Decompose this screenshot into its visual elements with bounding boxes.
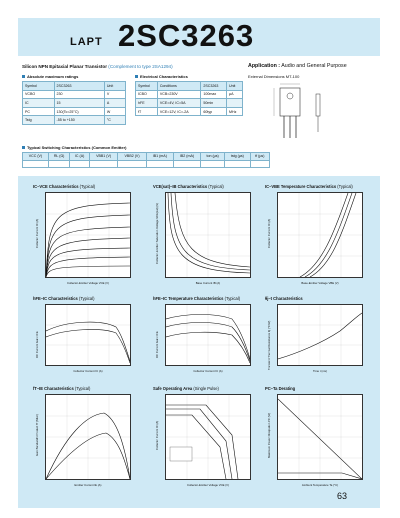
subtitle-text: Silicon NPN Epitaxial Planar Transistor <box>22 64 108 69</box>
table-cell: VCE=12V, IC=-2A <box>157 107 201 116</box>
abs-max-col: 2SC3263 <box>54 82 104 91</box>
external-heading: External Dimensions MT-100 <box>248 74 300 79</box>
table-cell: VCE=4V, IC=5A <box>157 99 201 108</box>
typical-col: VBB2 (V) <box>118 153 146 161</box>
plot-area <box>165 394 251 480</box>
table-cell: 130(Tc=25°C) <box>54 107 104 116</box>
graph-hfe-ic-temp: hFE–IC Temperature Characteristics (Typical) DC Current Gain hFE Collector Current IC (A) <box>153 296 263 402</box>
plot-area <box>277 192 363 278</box>
table-cell: PC <box>23 107 55 116</box>
page-number: 63 <box>337 491 348 501</box>
table-cell: -55 to +150 <box>54 116 104 125</box>
table-cell: W <box>104 107 125 116</box>
table-cell: °C <box>104 116 125 125</box>
table-cell: 230 <box>54 90 104 99</box>
elec-col: Unit <box>227 82 243 91</box>
table-cell: 60typ <box>201 107 227 116</box>
curve-set <box>278 305 362 365</box>
table-cell: fT <box>136 107 158 116</box>
abs-max-col: Unit <box>104 82 125 91</box>
typical-table <box>22 152 270 168</box>
plot-area <box>277 304 363 366</box>
graph-hfe-ic: hFE–IC Characteristics (Typical) DC Current Gain hFE Collector Current IC (A) <box>33 296 143 402</box>
table-cell: MHz <box>227 107 243 116</box>
elec-col: Conditions <box>157 82 201 91</box>
typical-col: ton (µs) <box>201 153 225 161</box>
table-cell: ICBO <box>136 90 158 99</box>
complement-note: (Complement to type 2SA1294) <box>108 64 173 69</box>
plot-area <box>277 394 363 480</box>
series-label: LAPT <box>70 36 103 48</box>
table-cell: VCB=230V <box>157 90 201 99</box>
application <box>248 63 347 69</box>
typical-col: IC (A) <box>70 153 90 161</box>
typical-col: VBB1 (V) <box>89 153 117 161</box>
elec-col: Symbol <box>136 82 158 91</box>
package-drawing <box>250 80 330 144</box>
plot-area <box>45 304 131 366</box>
abs-max-col: Symbol <box>23 82 55 91</box>
table-cell <box>118 160 146 168</box>
graph-pc-ta-derating: PC–Ta Derating Maximum Power Dissipation PC (W) Ambient Temperature Ta (°C) <box>265 386 375 492</box>
curve-set <box>278 193 362 277</box>
bullet-icon <box>22 75 25 78</box>
bullet-icon <box>22 146 25 149</box>
table-cell: Tstg <box>23 116 55 125</box>
subtitle <box>22 64 173 69</box>
bullet-icon <box>135 75 138 78</box>
table-cell: µA <box>227 90 243 99</box>
table-cell <box>227 99 243 108</box>
graph-safe-operating-area: Safe Operating Area (Single Pulse) Collector Current IC (A) Collector-Emitter Voltage VCE (V) <box>153 386 263 492</box>
typical-col: IB1 (mA) <box>146 153 173 161</box>
table-cell <box>250 160 269 168</box>
table-cell: A <box>104 99 125 108</box>
curve-set <box>278 395 362 479</box>
table-cell <box>23 160 49 168</box>
curve-set <box>46 305 130 365</box>
table-cell <box>89 160 117 168</box>
elec-col: 2SC3263 <box>201 82 227 91</box>
graph-vcesat-ib: VCE(sat)–IB Characteristics (Typical) Collector-Emitter Saturation Voltage VCE(sat) (V) Base Current IB (A) <box>153 184 263 290</box>
table-cell <box>48 160 69 168</box>
typical-col: VCC (V) <box>23 153 49 161</box>
graph-thetaj-t: θj–t Characteristics Transient Thermal Resistance θj (°C/W) Time t (ms) <box>265 296 375 402</box>
legend-box <box>170 447 192 461</box>
typical-col: RL (Ω) <box>48 153 69 161</box>
table-cell: VCBO <box>23 90 55 99</box>
typical-heading: Typical Switching Characteristics (Common Emitter) <box>22 145 127 150</box>
curve-set <box>166 193 250 277</box>
elec-heading: Electrical Characteristics <box>135 74 188 79</box>
typical-col: tstg (µs) <box>225 153 250 161</box>
package-outline-icon <box>250 80 330 144</box>
application-value: Audio and General Purpose <box>281 63 347 69</box>
table-cell: 50min <box>201 99 227 108</box>
table-cell: 100max <box>201 90 227 99</box>
table-cell <box>201 160 225 168</box>
table-cell <box>225 160 250 168</box>
curve-set <box>46 193 130 277</box>
curve-set <box>166 305 250 365</box>
elec-table <box>135 81 243 116</box>
table-cell: V <box>104 90 125 99</box>
typical-col: IB2 (mA) <box>173 153 200 161</box>
curve-set <box>46 395 130 479</box>
table-cell: IC <box>23 99 55 108</box>
table-cell: hFE <box>136 99 158 108</box>
graph-ft-ie: fT–IE Characteristics (Typical) Gain Bandwidth Product fT (MHz) Emitter Current IE (A) <box>33 386 143 492</box>
plot-area <box>45 192 131 278</box>
table-cell <box>70 160 90 168</box>
table-cell <box>146 160 173 168</box>
part-number: 2SC3263 <box>118 18 255 53</box>
table-cell <box>173 160 200 168</box>
graph-ic-vbe: IC–VBE Temperature Characteristics (Typical) Collector Current IC (A) Base-Emitter Voltage VBE (V) <box>265 184 375 290</box>
abs-max-heading: Absolute maximum ratings <box>22 74 78 79</box>
abs-max-table <box>22 81 126 125</box>
table-cell: 15 <box>54 99 104 108</box>
curve-set <box>166 395 250 479</box>
plot-area <box>165 304 251 366</box>
graph-ic-vce: IC–VCE Characteristics (Typical) Collector Current IC (A) Collector-Emitter Voltage VCE (V) <box>33 184 143 290</box>
plot-area <box>165 192 251 278</box>
application-label: Application : <box>248 63 281 69</box>
plot-area <box>45 394 131 480</box>
typical-col: tf (µs) <box>250 153 269 161</box>
